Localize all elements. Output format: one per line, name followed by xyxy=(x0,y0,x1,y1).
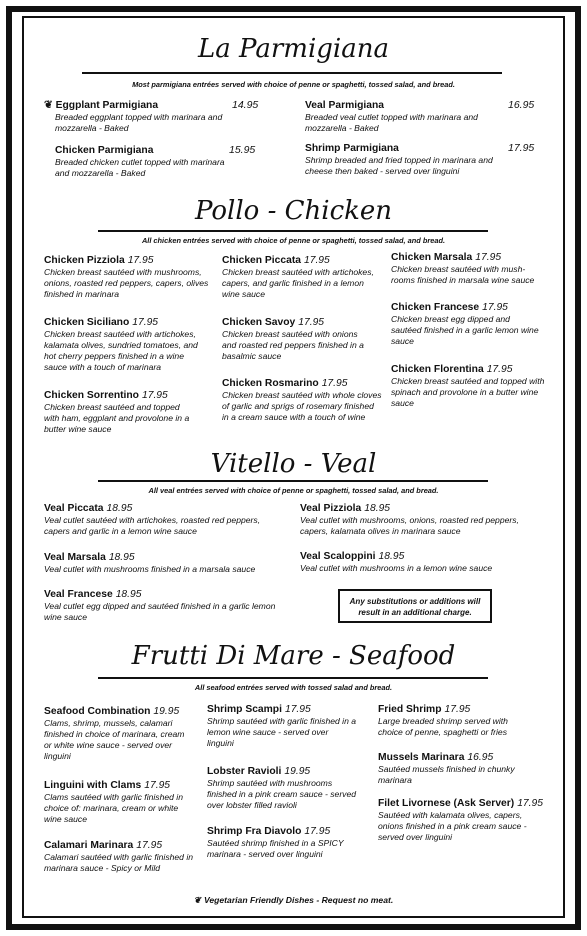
menu-item-linguini-with-clams: Linguini with Clams 17.95 Clams sautéed with garlic finished in choice of: marinara, cream or white wine sauce xyxy=(44,780,183,824)
menu-item-calamari-marinara: Calamari Marinara 17.95 Calamari sautéed with garlic finished in marinara sauce - Spicy or Mild xyxy=(44,840,194,873)
item-price: 16.95 xyxy=(508,99,535,111)
section-title-vitello: Vitello - Veal xyxy=(210,449,377,479)
section-title-frutti: Frutti Di Mare - Seafood xyxy=(131,641,456,671)
section-subtitle-frutti: All seafood entrées served with tossed salad and bread. xyxy=(194,683,393,692)
menu-item-chicken-parmigiana: Chicken Parmigiana Breaded chicken cutlet topped with marinara and mozzarella - Baked xyxy=(55,145,225,178)
vegetarian-leaf-icon: ❦ xyxy=(44,100,53,111)
item-price: 15.95 xyxy=(229,144,256,156)
section-subtitle-vitello: All veal entrées served with choice of penne or spaghetti, tossed salad, and bread. xyxy=(148,486,439,495)
menu-item-veal-marsala: Veal Marsala 18.95 Veal cutlet with mushrooms finished in a marsala sauce xyxy=(44,552,256,574)
menu-item-veal-piccata: Veal Piccata 18.95 Veal cutlet sautéed with artichokes, roasted red peppers, capers and garlic in a lemon wine sauce xyxy=(44,503,261,536)
menu-item-filet-livornese: Filet Livornese (Ask Server) 17.95 Sautéed with kalamata olives, capers, onions finished in a pink cream sauce - served over linguini xyxy=(378,798,543,842)
menu-item-mussels-marinara: Mussels Marinara 16.95 Sautéed mussels finished in chunky marinara xyxy=(378,752,515,785)
menu-item-eggplant-parmigiana: ❦ Eggplant Parmigiana Breaded eggplant topped with marinara and mozzarella - Baked xyxy=(44,100,223,133)
section-subtitle-pollo: All chicken entrées served with choice of penne or spaghetti, tossed salad, and bread. xyxy=(141,236,446,245)
menu-item-chicken-florentina: Chicken Florentina 17.95 Chicken breast sautéed and topped with spinach and provolone in a butter wine sauce xyxy=(391,364,545,408)
menu-item-chicken-rosmarino: Chicken Rosmarino 17.95 Chicken breast sautéed with whole cloves of garlic and sprigs of rosemary finished in a cream sauce with a touch of wine xyxy=(222,378,382,422)
section-title-parmigiana: La Parmigiana xyxy=(198,34,389,64)
menu-item-chicken-francese: Chicken Francese 17.95 Chicken breast egg dipped and sautéed finished in a garlic lemon wine sauce xyxy=(391,302,539,346)
menu-item-fried-shrimp: Fried Shrimp 17.95 Large breaded shrimp served with choice of penne, spaghetti or fries xyxy=(378,704,508,737)
vegetarian-leaf-icon: ❦ xyxy=(193,895,201,905)
divider xyxy=(98,677,488,679)
section-title-pollo: Pollo - Chicken xyxy=(194,196,393,226)
menu-item-veal-pizziola: Veal Pizziola 18.95 Veal cutlet with mushrooms, onions, roasted red peppers, capers, kalamata olives in marinara sauce xyxy=(300,503,519,536)
divider xyxy=(98,480,488,482)
menu-item-shrimp-parmigiana: Shrimp Parmigiana Shrimp breaded and fried topped in marinara and cheese then baked - served over linguini xyxy=(305,143,493,176)
menu-item-chicken-pizziola: Chicken Pizziola 17.95 Chicken breast sautéed with mushrooms, onions, roasted red peppers, capers, olives finished in marinara xyxy=(44,255,209,299)
substitution-notice: Any substitutions or additions will result in an additional charge. xyxy=(338,589,492,623)
menu-item-veal-parmigiana: Veal Parmigiana Breaded veal cutlet topped with marinara and mozzarella - Baked xyxy=(305,100,478,133)
menu-item-veal-scaloppini: Veal Scaloppini 18.95 Veal cutlet with mushrooms in a lemon wine sauce xyxy=(300,551,493,573)
menu-item-chicken-sorrentino: Chicken Sorrentino 17.95 Chicken breast sautéed and topped with ham, eggplant and provolone in a butter wine sauce xyxy=(44,390,190,434)
divider xyxy=(82,72,502,74)
menu-item-chicken-savoy: Chicken Savoy 17.95 Chicken breast sautéed with onions and roasted red peppers finished in a basalmic sauce xyxy=(222,317,364,361)
item-price: 14.95 xyxy=(232,99,259,111)
menu-item-veal-francese: Veal Francese 18.95 Veal cutlet egg dipped and sautéed finished in a garlic lemon wine sauce xyxy=(44,589,276,622)
vegetarian-footnote: ❦ Vegetarian Friendly Dishes - Request no meat. xyxy=(193,895,394,905)
menu-item-shrimp-fra-diavolo: Shrimp Fra Diavolo 17.95 Sautéed shrimp finished in a SPICY marinara - served over linguini xyxy=(207,826,344,859)
menu-item-shrimp-scampi: Shrimp Scampi 17.95 Shrimp sautéed with garlic finished in a lemon wine sauce - served over linguini xyxy=(207,704,357,748)
item-price: 17.95 xyxy=(508,142,535,154)
menu-item-chicken-marsala: Chicken Marsala 17.95 Chicken breast sautéed with mush-rooms finished in marsala wine sauce xyxy=(391,252,535,285)
menu-item-lobster-ravioli: Lobster Ravioli 19.95 Shrimp sautéed with mushrooms finished in a pink cream sauce - served over lobster filled ravioli xyxy=(207,766,357,810)
divider xyxy=(98,230,488,232)
menu-item-chicken-piccata: Chicken Piccata 17.95 Chicken breast sautéed with artichokes, capers, and garlic finished in a lemon wine sauce xyxy=(222,255,374,299)
menu-item-seafood-combination: Seafood Combination 19.95 Clams, shrimp, mussels, calamari finished in choice of marinara, cream or white wine sauce - served over linguini xyxy=(44,706,185,761)
section-subtitle-parmigiana: Most parmigiana entrées served with choice of penne or spaghetti, tossed salad, and bread. xyxy=(132,80,455,89)
menu-item-chicken-siciliano: Chicken Siciliano 17.95 Chicken breast sautéed with artichokes, kalamata olives, sundried tomatoes, and hot cherry peppers finished in a wine sauce with a touch of marinara xyxy=(44,317,198,372)
